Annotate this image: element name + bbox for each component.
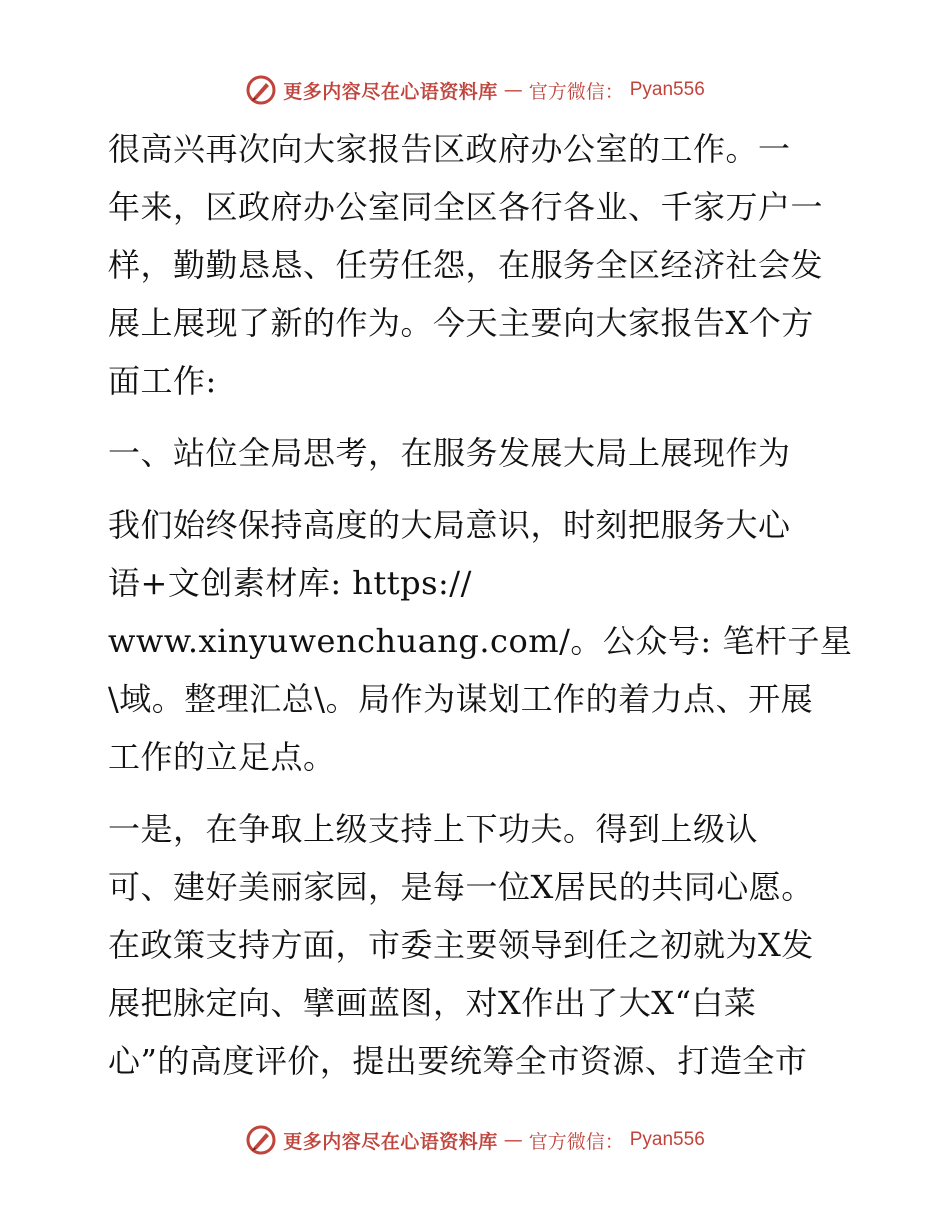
document-body xyxy=(98,120,858,1090)
text-line: 年来，区政府办公室同全区各行各业、千家万户一 xyxy=(108,188,824,226)
heading-line: 一、站位全局思考，在服务发展大局上展现作为 xyxy=(108,434,791,472)
banner-wechat-id: Pyan556 xyxy=(629,79,705,100)
text-line: 展上展现了新的作为。今天主要向大家报告X个方 xyxy=(108,304,814,342)
banner-separator: — xyxy=(503,79,523,101)
text-line: 在政策支持方面，市委主要领导到任之初就为X发 xyxy=(108,926,814,964)
banner-wechat-id: Pyan556 xyxy=(629,1129,705,1150)
intro-paragraph xyxy=(98,120,858,410)
text-line: 面工作: xyxy=(108,362,217,400)
banner-site-text: 更多内容尽在心语资料库 xyxy=(283,1130,498,1153)
text-line: 我们始终保持高度的大局意识，时刻把服务大心 xyxy=(108,506,791,544)
text-line: 可、建好美丽家园，是每一位X居民的共同心愿。 xyxy=(108,868,814,906)
text-line: 很高兴再次向大家报告区政府办公室的工作。一 xyxy=(108,130,791,168)
banner-separator: — xyxy=(503,1129,523,1151)
footer-watermark-banner xyxy=(0,1124,950,1156)
pen-circle-logo-icon xyxy=(245,1124,277,1156)
section-heading xyxy=(98,424,858,482)
text-line: 样，勤勤恳恳、任劳任怨，在服务全区经济社会发 xyxy=(108,246,824,284)
banner-wechat-label: 官方微信： xyxy=(528,1130,624,1153)
text-line: 工作的立足点。 xyxy=(108,738,336,776)
pen-circle-logo-icon xyxy=(245,74,277,106)
body-paragraph xyxy=(98,496,858,786)
banner-wechat-label: 官方微信： xyxy=(528,80,624,103)
header-watermark-banner xyxy=(0,74,950,106)
text-line: 展把脉定向、擘画蓝图，对X作出了大X“白菜 xyxy=(108,984,757,1022)
text-line: 一是，在争取上级支持上下功夫。得到上级认 xyxy=(108,810,759,848)
body-paragraph xyxy=(98,800,858,1090)
banner-site-text: 更多内容尽在心语资料库 xyxy=(283,80,498,103)
text-line: www.xinyuwenchuang.com/。公众号: 笔杆子星 xyxy=(108,622,853,660)
text-line: \域。整理汇总\。局作为谋划工作的着力点、开展 xyxy=(108,680,814,718)
text-line: 语+文创素材库: https:// xyxy=(108,564,472,602)
text-line: 心”的高度评价，提出要统筹全市资源、打造全市 xyxy=(108,1042,808,1080)
